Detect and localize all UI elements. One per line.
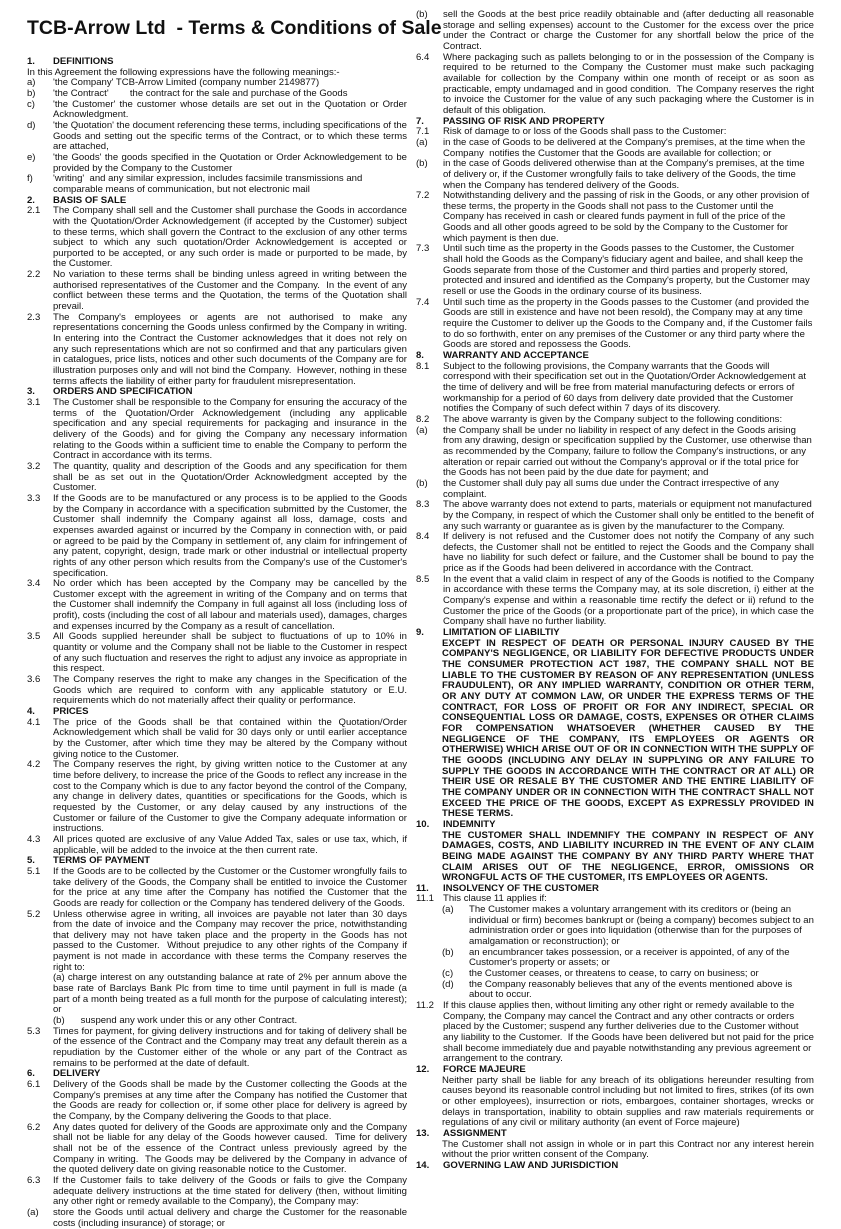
clause-text: Until such time as the property in the Goods passes to the Customer (and provided the Goods are still in existence and have not been resold), the Company may at any time require the Customer to deliver up the Goods to the Company and, if the Customer fails to do so forthwith, enter on any premises of the Customer or any third party where the Goods are stored and repossess the Goods. (443, 296, 815, 351)
clause-number: 3. (27, 386, 35, 398)
clause-text: Delivery of the Goods shall be made by the Customer collecting the Goods at the Company's premises at any time after the Company has notified the Customer that the Goods are ready for collection or, if some other place for delivery is agreed by the Company, by the Company delivering the Goods to that place. (53, 1079, 410, 1122)
clause-number: 5.1 (27, 865, 41, 877)
sub-clause-text: The Customer makes a voluntary arrangement with its creditors or (being an individual or firm) becomes bankrupt or (being a company) becomes subject to an administration order or goes into liquidation (otherwise than for the purposes of amalgamation or reconstruction); or (469, 904, 814, 948)
section-title: WARRANTY AND ACCEPTANCE (443, 350, 589, 361)
clause-number: 3.1 (27, 397, 41, 408)
clause-number: 3.2 (27, 460, 41, 472)
clause (27, 1174, 410, 1208)
section-title: INDEMNITY (443, 818, 496, 830)
clause-text: the Company shall be under no liability in respect of any defect in the Goods arising from any drawing, design or specification supplied by the Customer, use otherwise than as recommended by the Company, failure to follow the Company's instructions, or any alteration or repair carried out without the Company's approval or if the total price for the Goods has not been paid by the due date for payment; and (443, 424, 815, 479)
section-title: PRICES (53, 706, 89, 718)
clause (27, 1079, 410, 1123)
clause-text: the Customer shall duly pay all sums due under the Contract irrespective of any complaint. (443, 477, 782, 500)
clause (416, 138, 814, 159)
clause (416, 51, 817, 117)
sub-clause (416, 980, 814, 1001)
clause (27, 1121, 410, 1176)
clause-text: The Customer shall be responsible to the Company for ensuring the accuracy of the terms of the Quotation/Order Acknowledgement (including any applicable specification and any special requirements for packaging and insurance in the delivery of the Goods) and for giving the Company any necessary information relating to the Goods within a sufficient time to enable the Company to perform the Contract in accordance with its terms. (53, 397, 410, 462)
section-title: ASSIGNMENT (443, 1127, 507, 1139)
clause (416, 531, 817, 575)
section-title: DEFINITIONS (53, 56, 114, 67)
clause-number: 5.3 (27, 1025, 41, 1037)
section-title: LIMITATION OF LIABILTIY (443, 627, 560, 639)
clause-text: No variation to these terms shall be binding unless agreed in writing between the authorised representatives of the Customer and the Company. In the event of any conflict between these terms and the Quotation, the terms of the Quotation shall prevail. (53, 269, 410, 313)
clause (416, 9, 817, 53)
clause-number: 7. (416, 115, 424, 127)
clause (416, 159, 814, 191)
clause-number: a) (27, 77, 36, 89)
clause-number: 4.1 (27, 716, 41, 728)
clause-number: 8.5 (416, 573, 430, 585)
clause-number: 11.2 (416, 1000, 434, 1012)
clause-number: 12. (416, 1063, 430, 1075)
clause-number: 7.2 (416, 190, 430, 202)
clause-text: Times for payment, for giving delivery instructions and for taking of delivery shall be of the essence of the Contract and the Company may treat any default therein as a repudiation by the Customer either of the whole or any part of the Contract as remains to be performed at the date of default. (53, 1025, 410, 1069)
clause (27, 674, 410, 707)
clause-text: Where packaging such as pallets belonging to or in the possession of the Company is required to be returned to the Company the Customer must make such packaging available for collection by the Company within one month of receipt or as soon as practicable, empty undamaged and in good condition. The Company reserves the right to invoice the Customer for the value of any such packaging where the Customer is in default of this obligation. (443, 51, 817, 116)
clause-number: (b) (416, 477, 428, 489)
clause-number: 6.3 (27, 1174, 41, 1186)
clause (416, 191, 814, 244)
clause-text: 'the Contract' the contract for the sale and purchase of the Goods (53, 87, 348, 99)
clause (416, 426, 814, 479)
clause (27, 205, 410, 270)
clause-number: 2. (27, 194, 35, 206)
sub-clause-number: (a) (442, 904, 454, 916)
clause (27, 1025, 410, 1070)
clause (27, 492, 410, 579)
clause-text: 'the Customer' the customer whose details are set out in the Quotation or Order Acknowledgment. (53, 98, 410, 121)
clause-number: 9. (416, 627, 424, 639)
clause-text: Risk of damage to or loss of the Goods shall pass to the Customer: (443, 126, 727, 138)
clause-text: 'the Quotation' the document referencing these terms, including specifications of the Goods and setting out the specific terms of the Contract, or to which these terms are attached, (53, 119, 410, 153)
clause-text-caps: THE CUSTOMER SHALL INDEMNIFY THE COMPANY IN RESPECT OF ANY DAMAGES, COSTS, AND LIABILITY INCURRED IN THE EVENT OF ANY CLAIM BEING MADE AGAINST THE COMPANY BY ANY THIRD PARTY WHERE THAT CLAIM ARISES OUT OF THE NEGLIGENCE, ERROR, OMISSIONS OR WRONGFUL ACTS OF THE CUSTOMER, ITS EMPLOYEES OR AGENTS. (442, 829, 817, 884)
clause-text: The above warranty does not extend to parts, materials or equipment not manufactured by the Company, in respect of which the Customer shall only be entitled to the benefit of any such warranty or guarantee as is given by the manufacturer to the Company. (443, 499, 817, 532)
sub-clause (416, 905, 814, 948)
clause (27, 460, 410, 494)
clause-number: 4. (27, 706, 35, 718)
clause-number: f) (27, 173, 33, 185)
clause (27, 174, 407, 195)
clause-text: sell the Goods at the best price readily obtainable and (after deducting all reasonable storage and selling expenses) account to the Customer for the excess over the price under the Contract or charge the Customer for any shortfall below the price of the Contract. (443, 9, 817, 52)
clause (416, 479, 814, 500)
clause (27, 397, 410, 462)
clause-text: The Company's employees or agents are not authorised to make any representations concerning the Goods unless confirmed by the Company in writing. In entering into the Contract the Customer acknowledges that it does not rely on any such representations which are not so confirmed and that any particulars given in catalogues, price lists, notices and other such documents of the Company are for illustration purposes only and will not bind the Company. However, nothing in these terms affects the liability of either party for fraudulent misrepresentation. (53, 311, 413, 387)
clause (27, 119, 410, 153)
clause-text: The price of the Goods shall be that contained within the Quotation/Order Acknowledgement which shall be valid for 30 days only or until earlier acceptance by the Customer, after which time they may be altered by the Company without giving notice to the Customer. (53, 716, 410, 760)
clause-number: (b) (416, 158, 428, 170)
clause-number: 2.1 (27, 205, 41, 217)
clause-number: 6.2 (27, 1121, 41, 1133)
clause (27, 269, 410, 313)
clause (416, 362, 814, 415)
clause-number: 11. (416, 882, 429, 894)
clause-number: 4.3 (27, 833, 41, 845)
clause-number: (a) (416, 424, 428, 436)
clause-text: The Company reserves the right, by giving written notice to the Customer at any time before delivery, to increase the price of the Goods to reflect any increase in the cost to the Company which is due to any factor beyond the control of the Company, any change in delivery dates, quantities or specifications for the Goods, which is requested by the Customer, or any delay caused by any instructions of the Customer or failure of the Customer to give the Company adequate information or instructions. (53, 759, 410, 835)
section-title: GOVERNING LAW AND JURISDICTION (443, 1159, 619, 1171)
clause-text: Any dates quoted for delivery of the Goods are approximate only and the Company shall not be liable for any delay of the Goods however caused. Time for delivery shall not be of the essence of the Contract unless previously agreed by the Company in writing. The Goods may be delivered by the Company in advance of the quoted delivery date on giving reasonable notice to the Customer. (53, 1121, 410, 1176)
clause-text: This clause 11 applies if: (443, 893, 547, 905)
clause-text: If the Goods are to be manufactured or any process is to be applied to the Goods by the Company in accordance with a specification submitted by the Customer, the Customer shall indemnify the Company against all loss, damage, costs and expenses awarded against or incurred by the Company in connection with, or paid or agreed to be paid by the Company in settlement of, any claim for infringement of any patent, copyright, design, trade mark or other industrial or intellectual property rights of any other person which results from the Company's use of the Customer's specification. (53, 492, 410, 579)
clause-text: All prices quoted are exclusive of any Value Added Tax, sales or use tax, which, if applicable, will be added to the invoice at the then current rate. (53, 833, 410, 856)
clause (27, 865, 410, 910)
clause-number: c) (27, 98, 35, 110)
clause-number: 8.4 (416, 531, 430, 543)
section-title: BASIS OF SALE (53, 194, 127, 206)
section-heading (416, 820, 814, 831)
clause-number: 10. (416, 818, 430, 830)
clause (27, 833, 410, 856)
clause-paragraph: (b) suspend any work under this or any other Contract. (53, 1015, 298, 1027)
clause-number: 6. (27, 1068, 35, 1080)
clause-number: 8.2 (416, 413, 430, 425)
clause-number: 3.4 (27, 578, 41, 590)
clause-number: d) (27, 119, 36, 131)
clause-number: (a) (416, 136, 428, 148)
section-title: DELIVERY (53, 1068, 101, 1080)
clause-text: The Company shall sell and the Customer shall purchase the Goods in accordance with the Quotation/Order Acknowledgement (if accepted by the Customer) subject to these terms, which shall govern the Contract to the exclusion of any other terms subject to which any such quotation/Order Acknowledgement is accepted or purported to be accepted, or any such order is made or purported to be made, by the Customer. (53, 205, 410, 270)
document-title: TCB-Arrow Ltd - Terms & Conditions of Sale (27, 17, 442, 39)
clause-number: 11.1 (416, 893, 434, 905)
section-heading (416, 1161, 814, 1172)
right-column (416, 9, 817, 1172)
sub-clause-number: (c) (442, 968, 454, 980)
sub-clause-number: (b) (442, 946, 454, 958)
clause-number: 8.3 (416, 499, 430, 511)
clause-text: Until such time as the property in the Goods passes to the Customer, the Customer shall hold the Goods as the Company's fiduciary agent and bailee, and shall keep the Goods separate from those of the Customer and third parties and properly stored, protected and insured and identified as the Company's property, but the Customer may resell or use the Goods in the ordinary course of its business. (443, 243, 813, 298)
clause (27, 578, 410, 632)
clause-number: 13. (416, 1127, 430, 1139)
clause-number: 7.3 (416, 243, 430, 255)
clause-number: 3.3 (27, 492, 41, 504)
clause-text: In the event that a valid claim in respect of any of the Goods is notified to the Company in accordance with these terms the Company may, at its sole discretion, i) either at the Company's expense and within a reasonable time rectify the defect or ii) refund to the Customer the price of the Goods (or a proportionate part of the price), in which case the Company shall have no further liability. (443, 573, 817, 628)
clause-paragraph: (a) charge interest on any outstanding balance at rate of 2% per annum above the base rate of Barclays Bank Plc from time to time until payment in full is made (a part of a month being treated as a full month for the purpose of calculating interest); or (53, 972, 410, 1016)
clause-text: If this clause applies then, without limiting any other right or remedy available to the Company, the Company may cancel the Contract and any other contracts or orders placed by the Customer; suspend any further deliveries due to the Customer without any liability to the Customer. If the Goods have been delivered but not paid for the price shall become immediately due and payable notwithstanding any previous agreement or arrangement to the contrary. (443, 1000, 817, 1065)
sub-clause-number: (d) (442, 978, 454, 990)
section-title: TERMS OF PAYMENT (53, 855, 151, 867)
clause-text: 'writing' and any similar expression, includes facsimile transmissions and comparable means of communication, but not electronic mail (53, 173, 365, 195)
clause (416, 298, 814, 351)
clause (27, 759, 410, 835)
clause (27, 1206, 410, 1229)
clause-text: No order which has been accepted by the Company may be cancelled by the Customer except with the agreement in writing of the Company and on terms that the Customer shall indemnify the Company in full against all loss (including loss of profit), costs (including the cost of all labour and materials used), damages, charges and expenses incurred by the Company as a result of cancellation. (53, 578, 410, 632)
intro-text: In this Agreement the following expressions have the following meanings:- (27, 66, 340, 78)
clause (416, 244, 814, 297)
clause-number: 2.2 (27, 269, 41, 281)
clause (27, 716, 410, 761)
sub-clause (416, 948, 814, 969)
clause-paragraph: The Customer shall not assign in whole or in part this Contract nor any interest herein without the prior written consent of the Company. (442, 1138, 817, 1161)
clause-number: 2.3 (27, 311, 41, 323)
clause-number: 3.6 (27, 674, 41, 686)
clause-number: e) (27, 151, 36, 163)
section-title: ORDERS AND SPECIFICATION (53, 386, 193, 398)
clause (27, 98, 410, 121)
clause-number: 8.1 (416, 360, 430, 372)
clause-paragraph: Neither party shall be liable for any breach of its obligations hereunder resulting from causes beyond its reasonable control including but not limited to fires, strikes (of its own or other employees), insurrection or riots, embargoes, container shortages, wrecks or delays in transportation, inability to obtain supplies and raw materials requirements or regulations of any civil or military authority (an event of Force majeure) (442, 1074, 817, 1129)
clause-text: 'the Company' TCB-Arrow Limited (company number 2149877) (53, 77, 320, 89)
section-title: PASSING OF RISK AND PROPERTY (443, 115, 605, 127)
clause-number: 8. (416, 350, 424, 361)
clause (416, 573, 817, 628)
clause-text: The Company reserves the right to make any changes in the Specification of the Goods which are required to conform with any applicable statutory or E.U. requirements which do not materially affect their quality or performance. (53, 674, 410, 707)
sub-clause-text: the Customer ceases, or threatens to cease, to carry on business; or (469, 968, 759, 980)
clause-text: The above warranty is given by the Company subject to the following conditions: (443, 413, 783, 425)
left-column (27, 56, 413, 1229)
clause-text: Notwithstanding delivery and the passing of risk in the Goods, or any other provision of these terms, the property in the Goods shall not pass to the Customer until the Company has received in cash or cleared funds payment in full of the price of the Goods and all other goods agreed to be sold by the Company to the Customer for which payment is then due. (443, 190, 812, 244)
section-title: FORCE MAJEURE (443, 1063, 526, 1075)
clause (416, 499, 817, 532)
clause-number: b) (27, 87, 36, 99)
clause-number: 5. (27, 855, 35, 867)
clause-text-caps: EXCEPT IN RESPECT OF DEATH OR PERSONAL INJURY CAUSED BY THE COMPANY'S NEGLIGENCE, OR LIABILITY FOR DEFECTIVE PRODUCTS UNDER THE CONSUMER PROTECTION ACT 1987, THE COMPANY SHALL NOT BE LIABLE TO THE CUSTOMER BY REASON OF ANY REPRESENTATION (UNLESS FRAUDULENT), OR ANY IMPLIED WARRANTY, CONDITION OR OTHER TERM, OR ANY DUTY AT COMMON LAW, OR UNDER THE EXPRESS TERMS OF THE CONTRACT, FOR LOSS OF PROFIT OR FOR ANY INDIRECT, SPECIAL OR CONSEQUENTIAL LOSS OR DAMAGE, COSTS, EXPENSES OR OTHER CLAIMS FOR COMPENSATION WHATSOEVER (WHETHER CAUSED BY THE NEGLIGENCE OF THE COMPANY, ITS EMPLOYEES OR AGENTS OR OTHERWISE) WHICH ARISE OUT OF OR IN CONNECTION WITH THE SUPPLY OF THE GOODS (INCLUDING ANY DELAY IN SUPPLYING OR ANY FAILURE TO SUPPLY THE GOODS IN ACCORDANCE WITH THE CONTRACT OR AT ALL) OR THEIR USE OR RESALE BY THE CUSTOMER AND THE ENTIRE LIABILITY OF THE COMPANY UNDER OR IN CONNECTION WITH THE CONTRACT SHALL NOT EXCEED THE PRICE OF THE GOODS, EXCEPT AS EXPRESSLY PROVIDED IN THESE TERMS. (442, 637, 817, 820)
clause (416, 1000, 817, 1065)
clause (27, 631, 410, 675)
section-heading (416, 1129, 814, 1140)
clause (27, 151, 410, 174)
clause-text: in the case of Goods delivered otherwise than at the Company's premises, at the time of delivery or, if the Customer wrongfully fails to take delivery of the Goods, the time when the Company has tendered delivery of the Goods. (443, 158, 808, 191)
clause-text: Subject to the following provisions, the Company warrants that the Goods will correspond with their specification set out in the Quotation/Order Acknowledgement at the time of delivery and will be free from material manufacturing defects or errors of workmanship for a period of 60 days from delivery date provided that the Customer notifies the Company of such defect within 7 days of its discovery. (443, 360, 809, 415)
clause-number: 3.5 (27, 631, 41, 643)
clause-text: Unless otherwise agree in writing, all invoices are payable not later than 30 days from the date of invoice and the Company may recover the price, notwithstanding that delivery may not have taken place and the property in the Goods has not passed to the Customer. Without prejudice to any other rights of the Company if payment is not made in accordance with these terms the Company reserves the right to: (53, 908, 410, 973)
clause-text: If delivery is not refused and the Customer does not notify the Company of any such defects, the Customer shall not be entitled to reject the Goods and the Company shall have no liability for such defect or failure, and the Customer shall be bound to pay the price as if the Goods had been delivered in accordance with the Contract. (443, 531, 817, 575)
clause-number: 7.1 (416, 126, 430, 138)
clause-text: The quantity, quality and description of the Goods and any specification for them shall be as set out in the Quotation/Order Acknowledgment accepted by the Customer. (53, 460, 410, 494)
clause (27, 311, 413, 388)
clause-number: 6.1 (27, 1079, 41, 1090)
clause-number: (b) (416, 9, 428, 20)
clause-text: store the Goods until actual delivery and charge the Customer for the reasonable costs (including insurance) of storage; or (53, 1206, 410, 1229)
sub-clause-text: the Company reasonably believes that any of the events mentioned above is about to occur. (469, 978, 793, 1001)
clause-text: If the Customer fails to take delivery of the Goods or fails to give the Company adequate delivery instructions at the time stated for delivery (then, without limiting any other right or remedy available to the Company), the Company may: (53, 1174, 410, 1208)
clause-number: (a) (27, 1206, 39, 1218)
clause-number: 14. (416, 1159, 430, 1171)
clause-number: 7.4 (416, 296, 430, 308)
clause-number: 1. (27, 56, 35, 67)
clause (27, 908, 410, 974)
sub-clause-text: an encumbrancer takes possession, or a receiver is appointed, of any of the Customer's property or assets; or (469, 946, 790, 969)
section-title: INSOLVENCY OF THE CUSTOMER (443, 882, 599, 894)
clause-text: 'the Goods' the goods specified in the Quotation or Order Acknowledgement to be provided by the Company to the Customer (53, 151, 410, 174)
clause-number: 4.2 (27, 759, 41, 771)
clause (416, 415, 814, 426)
clause-text: If the Goods are to be collected by the Customer or the Customer wrongfully fails to take delivery of the Goods, the Company shall be entitled to invoice the Customer for the price at any time after the Company has notified the Customer that the Goods are ready for collection or the Company has tendered delivery of the Goods. (53, 865, 410, 909)
clause-text: All Goods supplied hereunder shall be subject to fluctuations of up to 10% in quantity or volume and the Company shall not be liable to the Customer in respect of any such fluctuation and reserves the right to adjust any invoice as appropriate in this respect. (53, 631, 410, 675)
clause-number: 5.2 (27, 908, 41, 920)
clause-number: 6.4 (416, 51, 430, 63)
clause-text: in the case of Goods to be delivered at the Company's premises, at the time when the Company notifies the Customer that the Goods are available for collection; or (443, 136, 808, 159)
